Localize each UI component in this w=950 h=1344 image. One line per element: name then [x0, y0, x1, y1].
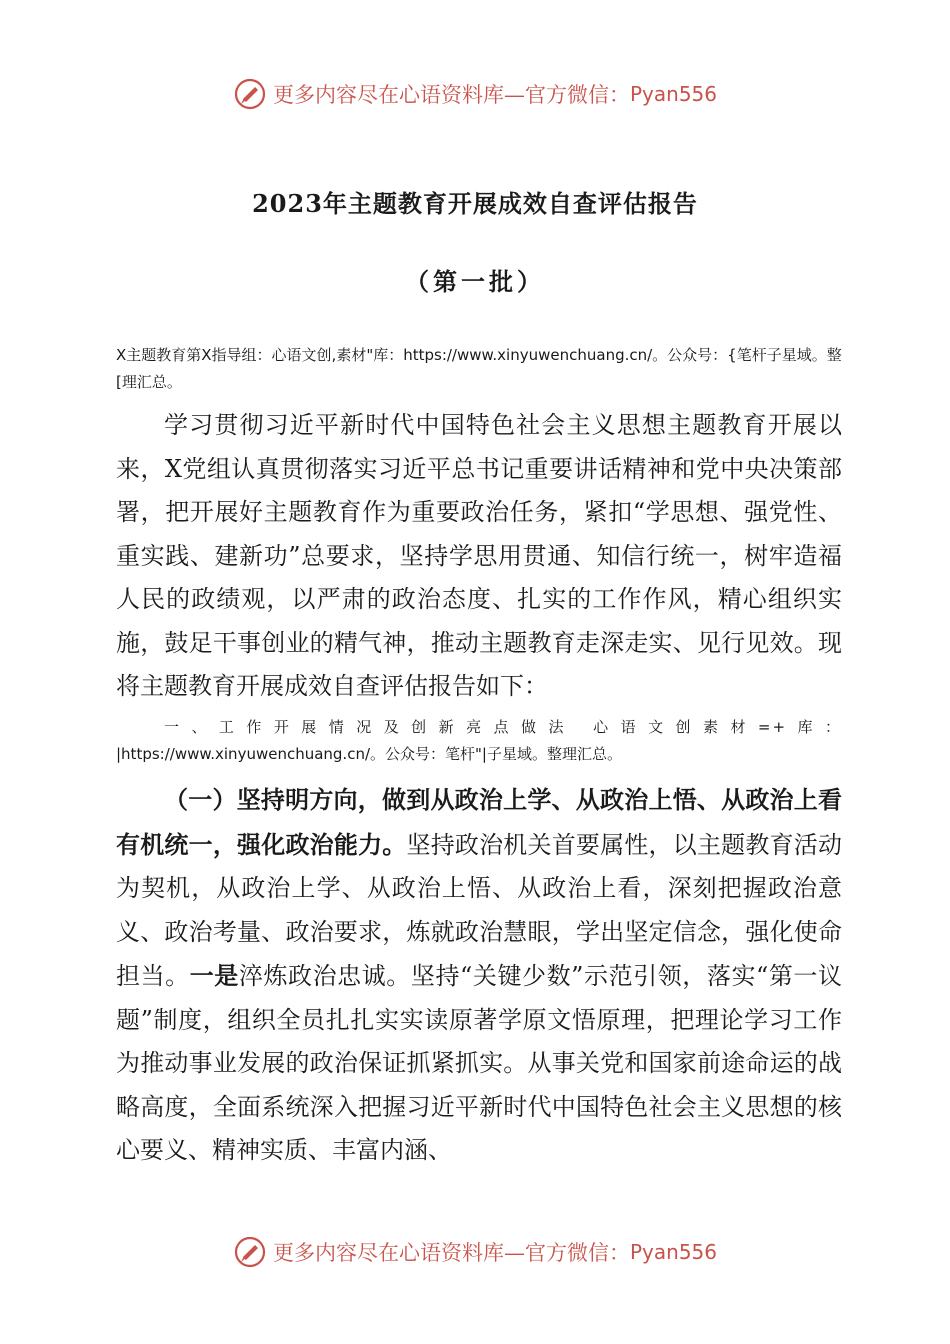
section-note-line2: |https://www.xinyuwenchuang.cn/。公众号：笔杆"|子星域。整理汇总。: [116, 745, 622, 763]
watermark-banner-top: [0, 72, 950, 116]
document-subtitle: （第一批）: [405, 267, 545, 296]
section1-text-a: 坚持政治机关首要属性，以主题教育活动为契机，从政治上学、从政治上悟、从政治上看，深刻把握政治意义、政治考量、政治要求，炼就政治慧眼，学出坚定信念，强化使命担当。: [116, 830, 843, 990]
document-title: 2023年主题教育开展成效自查评估报告: [252, 189, 698, 218]
banner-wechat-id: Pyan556: [629, 82, 717, 106]
banner-wechat-id: Pyan556: [629, 1240, 717, 1264]
section1-text-b: 淬炼政治忠诚。坚持“关键少数”示范引领，落实“第一议题”制度，组织全员扎扎实实读原著学原文悟原理，把理论学习工作为推动事业发展的政治保证抓紧抓实。从事关党和国家前途命运的战略高度，全面系统深入把握习近平新时代中国特色社会主义思想的核心要义、精神实质、丰富内涵、: [116, 962, 843, 1164]
intro-paragraph: 学习贯彻习近平新时代中国特色社会主义思想主题教育开展以来，X党组认真贯彻落实习近平总书记重要讲话精神和党中央决策部署，把开展好主题教育作为重要政治任务，紧扣“学思想、强党性、重实践、建新功”总要求，坚持学思用贯通、知信行统一，树牢造福人民的政绩观，以严肃的政治态度、扎实的工作作风，精心组织实施，鼓足干事创业的精气神，推动主题教育走深走实、见行见效。现将主题教育开展成效自查评估报告如下：: [116, 411, 842, 700]
banner-text: 更多内容尽在心语资料库—官方微信：: [272, 83, 630, 107]
section-note-line1: 一、工作开展情况及创新亮点做法 心语文创素材=+库：: [164, 718, 842, 736]
author-info-line: X主题教育第X指导组：心语文创,素材"库：https://www.xinyuwenchuang.cn/。公众号：{笔杆子星域。整[理汇总。: [116, 346, 842, 391]
section1-paragraph: [116, 778, 842, 1173]
section-note: [116, 714, 842, 768]
section1-heading: （一）坚持明方向，做到从政治上学、从政治上悟、从政治上看有机统一，强化政治能力。: [116, 785, 842, 859]
logo-icon: [233, 1235, 267, 1269]
watermark-banner-bottom: [0, 1230, 950, 1274]
section1-first-label: 一是: [189, 961, 239, 990]
banner-text: 更多内容尽在心语资料库—官方微信：: [272, 1241, 630, 1265]
logo-icon: [233, 77, 267, 111]
